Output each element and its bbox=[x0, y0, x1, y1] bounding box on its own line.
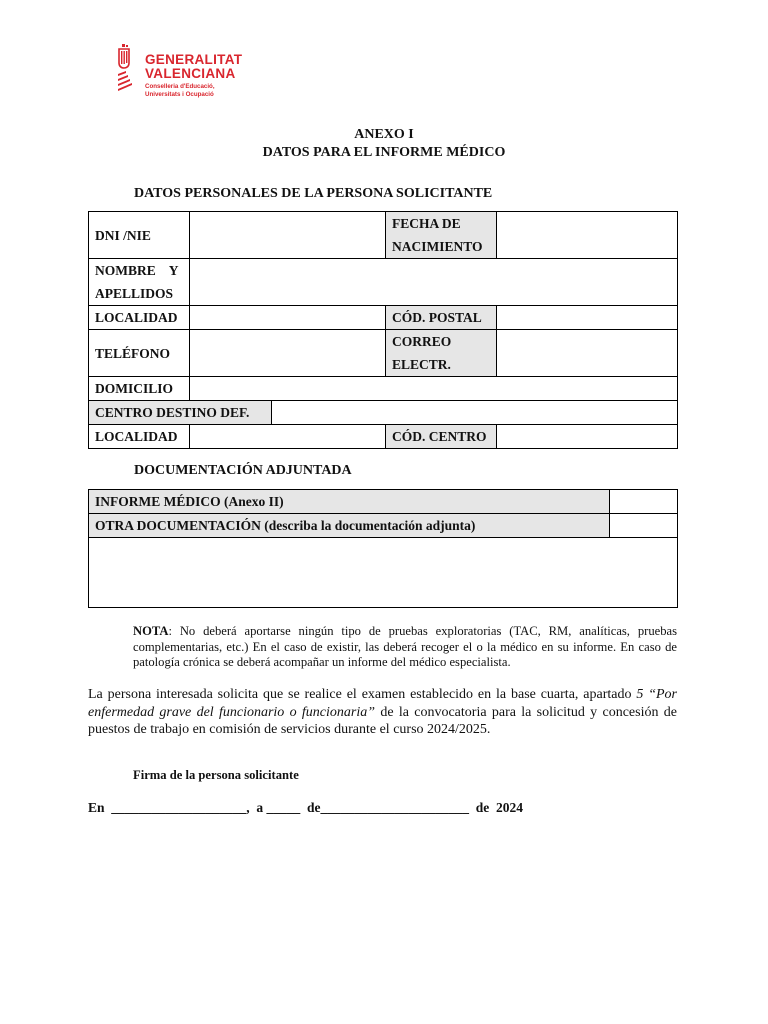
address-label: DOMICILIO bbox=[89, 377, 190, 401]
attached-docs-table bbox=[88, 489, 678, 608]
attached-docs-heading: DOCUMENTACIÓN ADJUNTADA bbox=[134, 463, 352, 478]
email-field[interactable] bbox=[497, 330, 678, 377]
center-code-field[interactable] bbox=[497, 425, 678, 449]
birthdate-field[interactable] bbox=[497, 212, 678, 259]
logo-subtitle-line1: Conselleria d'Educació, bbox=[145, 83, 215, 90]
center-locality-field[interactable] bbox=[190, 425, 386, 449]
other-docs-checkbox[interactable] bbox=[610, 514, 678, 538]
generalitat-emblem-icon bbox=[116, 44, 142, 94]
table-row bbox=[89, 401, 678, 425]
signature-label: Firma de la persona solicitante bbox=[133, 768, 299, 782]
note-text bbox=[133, 624, 677, 671]
center-code-label: CÓD. CENTRO bbox=[386, 425, 497, 449]
table-row bbox=[89, 306, 678, 330]
dni-label: DNI /NIE bbox=[89, 212, 190, 259]
table-row bbox=[89, 330, 678, 377]
destination-center-label: CENTRO DESTINO DEF. bbox=[89, 401, 272, 425]
document-title: DATOS PARA EL INFORME MÉDICO bbox=[262, 145, 506, 160]
email-label bbox=[386, 330, 497, 377]
table-row bbox=[89, 514, 678, 538]
medical-report-label: INFORME MÉDICO (Anexo II) bbox=[89, 490, 610, 514]
dni-field[interactable] bbox=[190, 212, 386, 259]
table-row bbox=[89, 490, 678, 514]
center-locality-label: LOCALIDAD bbox=[89, 425, 190, 449]
personal-data-table bbox=[88, 211, 678, 449]
medical-report-checkbox[interactable] bbox=[610, 490, 678, 514]
name-label-line2: APELLIDOS bbox=[95, 286, 174, 301]
note-body: : No deberá aportarse ningún tipo de pruebas exploratorias (TAC, RM, analíticas, pruebas complementarias, etc.) En el caso de existir, las deberá recoger el o la médico en su informe. En caso de patología crónica se deberá acompañar un informe del médico especialista. bbox=[133, 624, 677, 669]
other-docs-description-field[interactable] bbox=[89, 538, 678, 608]
personal-data-heading: DATOS PERSONALES DE LA PERSONA SOLICITANTE bbox=[134, 186, 493, 201]
name-label bbox=[89, 259, 190, 306]
request-paragraph-part1: La persona interesada solicita que se realice el examen establecido en la base cuarta, apartado bbox=[88, 687, 637, 702]
other-docs-label: OTRA DOCUMENTACIÓN (describa la documentación adjunta) bbox=[89, 514, 610, 538]
logo-subtitle-line2: Universitats i Ocupació bbox=[145, 91, 214, 98]
destination-center-field[interactable] bbox=[272, 401, 678, 425]
email-label-line1: CORREO bbox=[392, 334, 452, 349]
table-row bbox=[89, 538, 678, 608]
postal-code-label: CÓD. POSTAL bbox=[386, 306, 497, 330]
table-row bbox=[89, 259, 678, 306]
logo-title-line1: GENERALITAT bbox=[145, 52, 243, 67]
request-paragraph-italic: 5 “Por enfermedad grave del funcionario o funcionaria” bbox=[88, 687, 677, 720]
request-paragraph bbox=[88, 686, 677, 739]
birthdate-label-line1: FECHA DE bbox=[392, 216, 461, 231]
date-place-line[interactable]: En ____________________, a _____ de______________________ de 2024 bbox=[88, 800, 524, 815]
table-row bbox=[89, 377, 678, 401]
name-label-line1: NOMBRE Y bbox=[95, 263, 179, 278]
phone-label: TELÉFONO bbox=[89, 330, 190, 377]
postal-code-field[interactable] bbox=[497, 306, 678, 330]
email-label-line2: ELECTR. bbox=[392, 357, 451, 372]
locality-field[interactable] bbox=[190, 306, 386, 330]
note-label: NOTA bbox=[133, 624, 169, 638]
phone-field[interactable] bbox=[190, 330, 386, 377]
locality-label: LOCALIDAD bbox=[89, 306, 190, 330]
table-row bbox=[89, 212, 678, 259]
birthdate-label bbox=[386, 212, 497, 259]
request-paragraph-part2: de la convocatoria para la solicitud y concesión de puestos de trabajo en comisión de servicios durante el curso 2024/2025. bbox=[88, 704, 677, 737]
generalitat-logo bbox=[116, 44, 256, 104]
logo-title-line2: VALENCIANA bbox=[145, 66, 236, 81]
birthdate-label-line2: NACIMIENTO bbox=[392, 239, 483, 254]
address-field[interactable] bbox=[190, 377, 678, 401]
name-field[interactable] bbox=[190, 259, 678, 306]
annex-title: ANEXO I bbox=[354, 127, 414, 142]
table-row bbox=[89, 425, 678, 449]
